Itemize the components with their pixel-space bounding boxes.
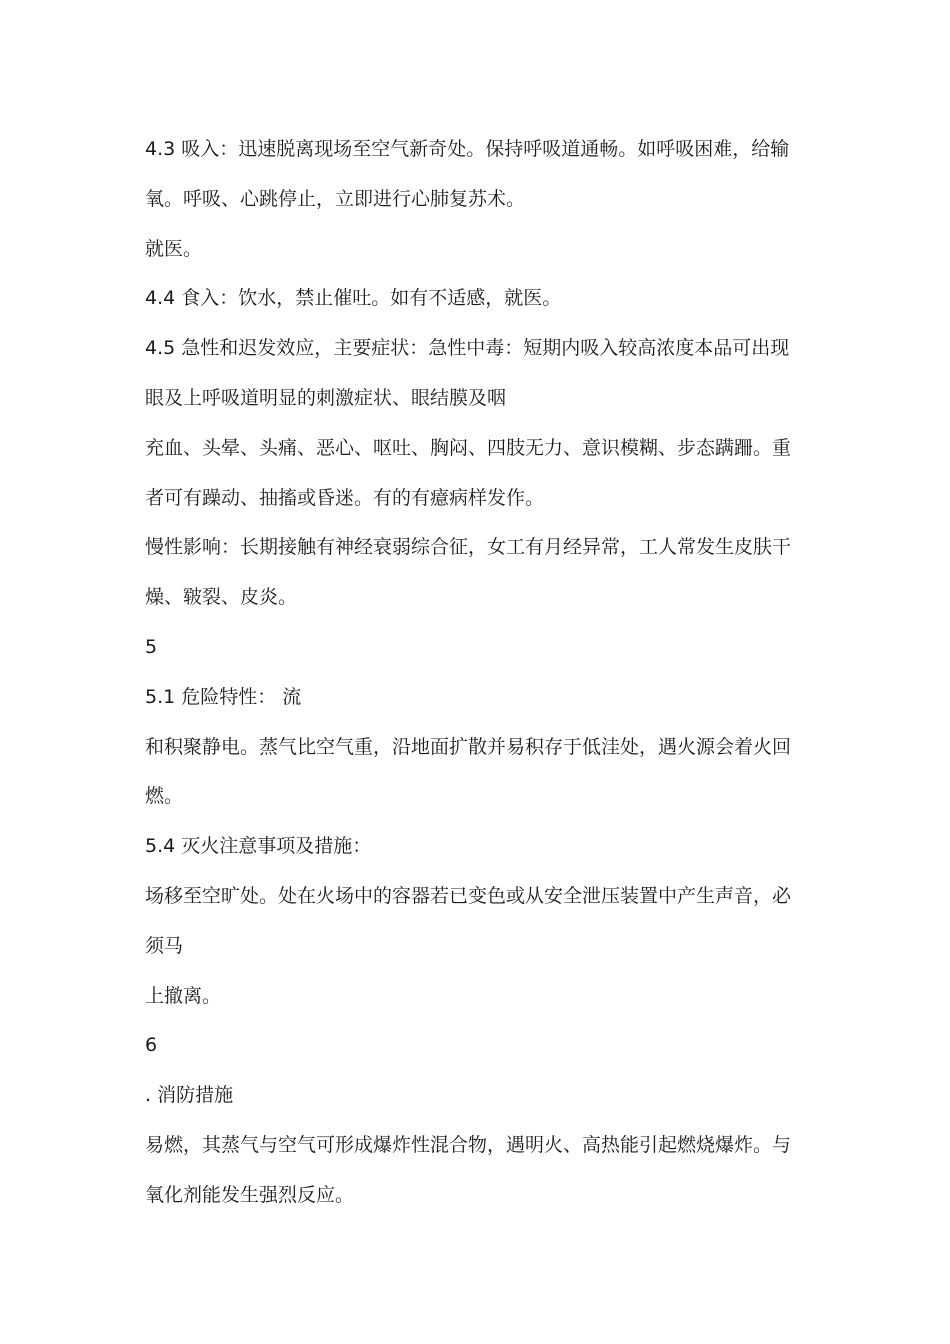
text-line: 氧化剂能发生强烈反应。 xyxy=(145,1183,355,1206)
text-line: 4.5 急性和迟发效应，主要症状：急性中毒：短期内吸入较高浓度本品可出现 xyxy=(145,337,790,360)
text-line: 须马 xyxy=(145,934,184,957)
text-line: 就医。 xyxy=(145,237,203,260)
text-line: 5.1 危险特性： 流 xyxy=(145,685,302,708)
text-line: 充血、头晕、头痛、恶心、呕吐、胸闷、四肢无力、意识模糊、步态蹒跚。重 xyxy=(145,436,792,459)
text-line: 者可有躁动、抽搐或昏迷。有的有癔病样发作。 xyxy=(145,486,545,509)
document-body xyxy=(145,125,805,1221)
text-line: 眼及上呼吸道明显的刺激症状、眼结膜及咽 xyxy=(145,386,507,409)
text-line: 易燃，其蒸气与空气可形成爆炸性混合物，遇明火、高热能引起燃烧爆炸。与 xyxy=(145,1133,792,1156)
text-line: 燥、皲裂、皮炎。 xyxy=(145,586,298,609)
text-line: 上撤离。 xyxy=(145,984,222,1007)
text-line: 燃。 xyxy=(145,785,184,808)
text-line: 4.4 食入：饮水，禁止催吐。如有不适感，就医。 xyxy=(145,287,562,310)
text-line: 慢性影响：长期接触有神经衰弱综合征，女工有月经异常，工人常发生皮肤干 xyxy=(145,536,792,559)
text-line: 和积聚静电。蒸气比空气重，沿地面扩散并易积存于低洼处，遇火源会着火回 xyxy=(145,735,792,758)
text-line: 场移至空旷处。处在火场中的容器若已变色或从安全泄压装置中产生声音，必 xyxy=(145,884,792,907)
text-line: 5.4 灭火注意事项及措施： xyxy=(145,835,372,858)
text-line: 氧。呼吸、心跳停止，立即进行心肺复苏术。 xyxy=(145,187,526,210)
section-number: 5 xyxy=(145,635,158,658)
text-line: 4.3 吸入：迅速脱离现场至空气新奇处。保持呼吸道通畅。如呼吸困难，给输 xyxy=(145,138,790,160)
section-heading: . 消防措施 xyxy=(145,1084,234,1107)
section-number: 6 xyxy=(145,1034,158,1057)
